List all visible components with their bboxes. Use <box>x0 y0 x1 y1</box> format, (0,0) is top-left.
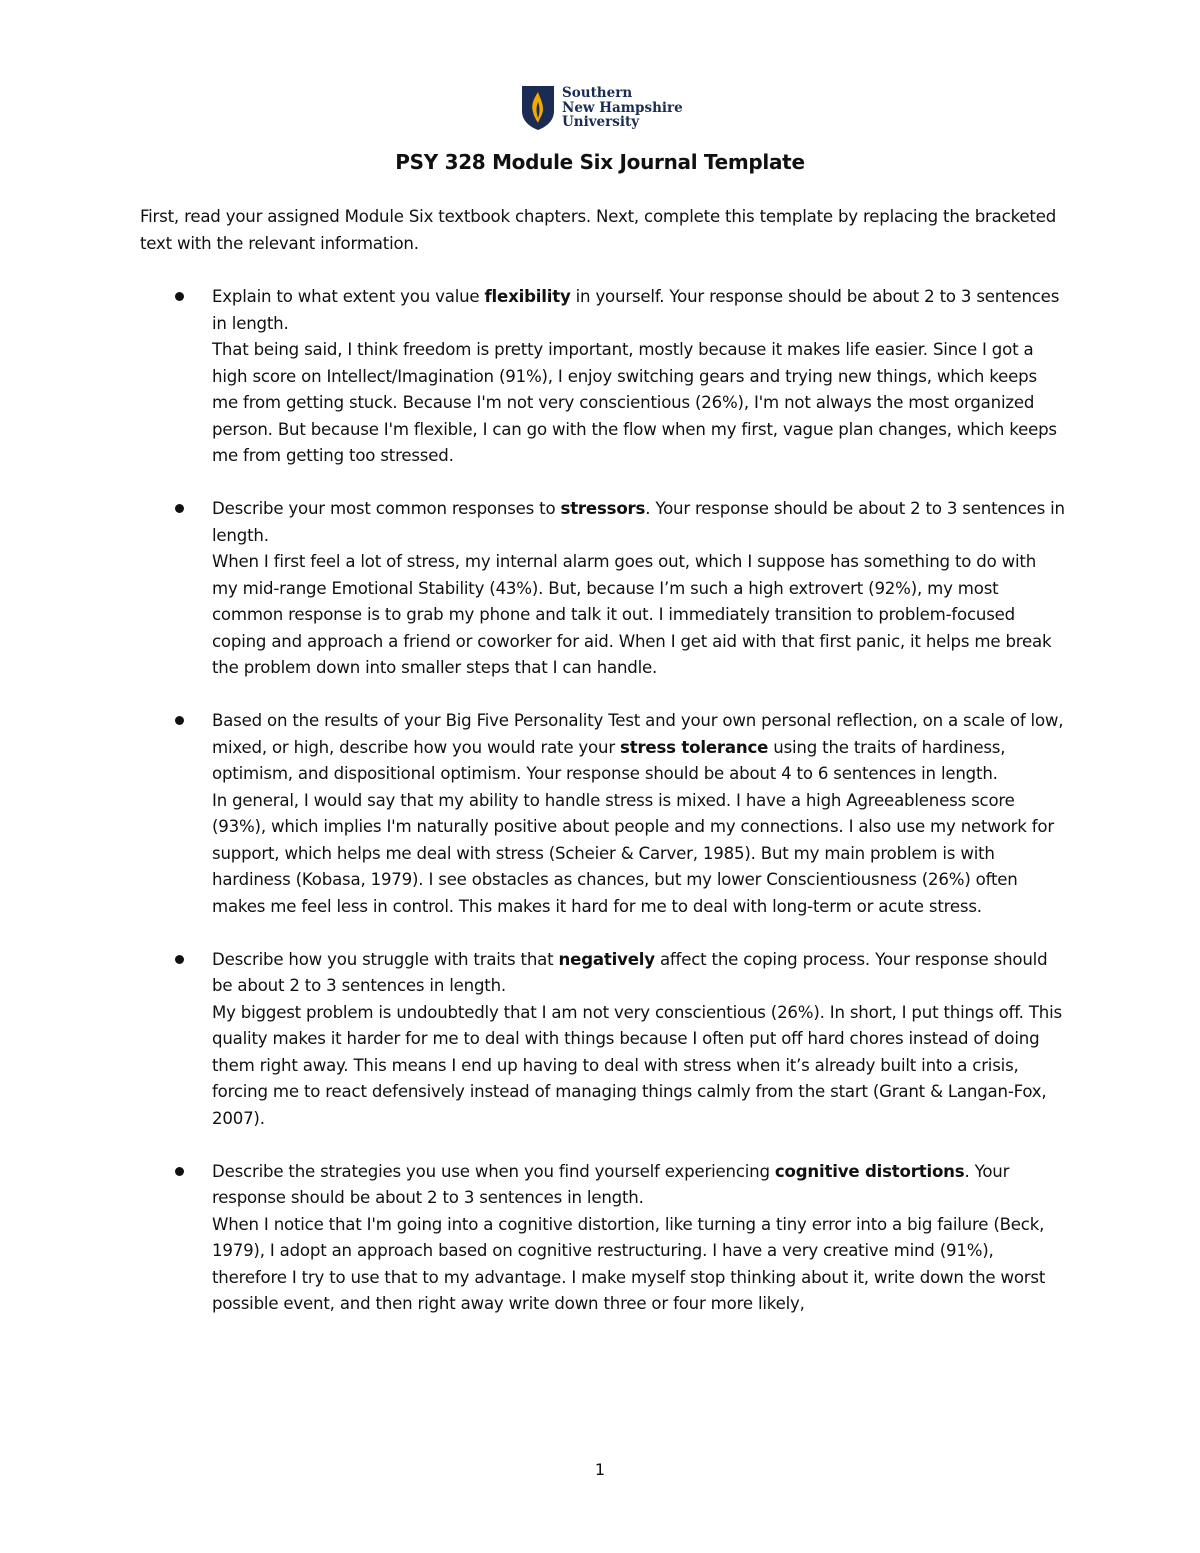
question-response: My biggest problem is undoubtedly that I am not very conscientious (26%). In short, I put things off. This quality makes it harder for me to deal with things because I often put off hard chores instead of doing them right away. This means I end up having to deal with stress when it’s already built into a crisis, forcing me to react defensively instead of managing things calmly from the start (Grant & Langan-Fox, 2007). <box>212 1002 1062 1128</box>
list-item <box>140 284 1065 470</box>
question-prompt: Describe your most common responses to stressors. Your response should be about 2 to 3 sentences in length. <box>212 499 1065 545</box>
list-item <box>140 708 1065 920</box>
list-item <box>140 947 1065 1133</box>
question-prompt: Explain to what extent you value flexibility in yourself. Your response should be about 2 to 3 sentences in length. <box>212 287 1060 333</box>
page-number: 1 <box>594 1460 606 1479</box>
question-response: When I notice that I'm going into a cognitive distortion, like turning a tiny error into a big failure (Beck, 1979), I adopt an approach based on cognitive restructuring. I have a very creative mind (91%), therefore I try to use that to my advantage. I make myself stop thinking about it, write down the worst possible event, and then right away write down three or four more likely, <box>212 1214 1046 1313</box>
question-prompt: Based on the results of your Big Five Personality Test and your own personal reflection, on a scale of low, mixed, or high, describe how you would rate your stress tolerance using the traits of hardiness, optimism, and dispositional optimism. Your response should be about 4 to 6 sentences in length. <box>212 711 1064 783</box>
bullet-icon <box>175 504 184 513</box>
page-title: PSY 328 Module Six Journal Template <box>395 150 805 174</box>
bullet-icon <box>175 292 184 301</box>
prompt-keyword: flexibility <box>484 287 571 306</box>
list-item <box>140 496 1065 682</box>
flame-shield-icon <box>521 85 555 131</box>
university-logo <box>521 84 683 132</box>
question-response: In general, I would say that my ability to handle stress is mixed. I have a high Agreeableness score (93%), which implies I'm naturally positive about people and my connections. I also use my network for support, which helps me deal with stress (Scheier & Carver, 1985). But my main problem is with hardiness (Kobasa, 1979). I see obstacles as chances, but my lower Conscientiousness (26%) often makes me feel less in control. This makes it hard for me to deal with long-term or acute stress. <box>212 790 1054 916</box>
bullet-icon <box>175 716 184 725</box>
question-list <box>140 284 1065 1344</box>
question-prompt: Describe how you struggle with traits that negatively affect the coping process. Your response should be about 2 to 3 sentences in length. <box>212 949 1048 995</box>
question-response: When I first feel a lot of stress, my internal alarm goes out, which I suppose has something to do with my mid-range Emotional Stability (43%). But, because I’m such a high extrovert (92%), my most common response is to grab my phone and talk it out. I immediately transition to problem-focused coping and approach a friend or coworker for aid. When I get aid with that first panic, it helps me break the problem down into smaller steps that I can handle. <box>212 552 1052 677</box>
prompt-keyword: stress tolerance <box>620 737 769 757</box>
list-item <box>140 1159 1065 1318</box>
logo-wordmark: Southern New Hampshire University <box>562 85 683 131</box>
prompt-keyword: cognitive distortions <box>774 1161 965 1181</box>
bullet-icon <box>175 955 184 964</box>
bullet-icon <box>175 1167 184 1176</box>
prompt-keyword: negatively <box>558 949 655 969</box>
question-prompt: Describe the strategies you use when you find yourself experiencing cognitive distortions. Your response should be about 2 to 3 sentences in length. <box>212 1161 1010 1207</box>
intro-paragraph: First, read your assigned Module Six textbook chapters. Next, complete this template by replacing the bracketed text with the relevant information. <box>140 207 1057 253</box>
prompt-keyword: stressors <box>560 499 646 518</box>
question-response: That being said, I think freedom is pretty important, mostly because it makes life easier. Since I got a high score on Intellect/Imagination (91%), I enjoy switching gears and trying new things, which keeps me from getting stuck. Because I'm not very conscientious (26%), I'm not always the most organized person. But because I'm flexible, I can go with the flow when my first, vague plan changes, which keeps me from getting too stressed. <box>212 340 1057 465</box>
